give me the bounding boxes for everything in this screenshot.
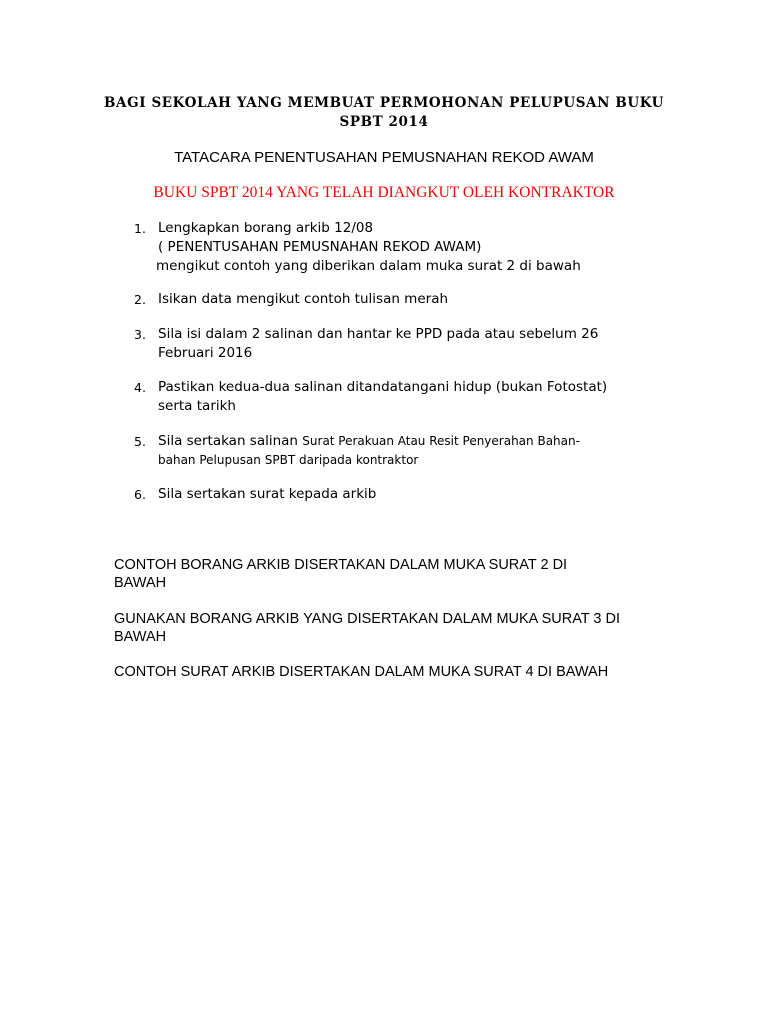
step-number: 1. <box>134 221 146 236</box>
step-number: 3. <box>134 327 146 342</box>
document-title-line-2: SPBT 2014 <box>339 114 429 130</box>
note-gunakan-borang <box>114 610 674 646</box>
note-line: CONTOH BORANG ARKIB DISERTAKAN DALAM MUKA SURAT 2 DI <box>114 557 568 573</box>
step-number: 5. <box>134 434 146 449</box>
step-text: ( PENENTUSAHAN PEMUSNAHAN REKOD AWAM) <box>158 239 482 255</box>
step-number: 6. <box>134 487 146 502</box>
step-1 <box>134 219 654 276</box>
step-6 <box>134 485 654 504</box>
document-title-line-1: BAGI SEKOLAH YANG MEMBUAT PERMOHONAN PELUPUSAN BUKU <box>104 95 664 111</box>
step-number: 4. <box>134 380 146 395</box>
step-2 <box>134 290 654 309</box>
note-line: CONTOH SURAT ARKIB DISERTAKAN DALAM MUKA SURAT 4 DI BAWAH <box>114 664 609 680</box>
red-heading: BUKU SPBT 2014 YANG TELAH DIANGKUT OLEH KONTRAKTOR <box>153 184 615 201</box>
step-3 <box>134 325 654 363</box>
step-text: Lengkapkan borang arkib 12/08 <box>158 220 374 236</box>
step-text: bahan Pelupusan SPBT daripada kontraktor <box>158 453 419 467</box>
step-4 <box>134 378 654 416</box>
note-line: GUNAKAN BORANG ARKIB YANG DISERTAKAN DALAM MUKA SURAT 3 DI <box>114 611 621 627</box>
step-5 <box>134 432 654 470</box>
note-line: BAWAH <box>114 629 167 645</box>
step-text: Sila isi dalam 2 salinan dan hantar ke PPD pada atau sebelum 26 <box>158 326 599 342</box>
step-text: Isikan data mengikut contoh tulisan merah <box>158 291 449 307</box>
note-line: BAWAH <box>114 575 167 591</box>
note-contoh-surat <box>114 663 674 681</box>
step-text: Februari 2016 <box>158 345 253 361</box>
document-subtitle: TATACARA PENENTUSAHAN PEMUSNAHAN REKOD AWAM <box>174 149 594 166</box>
note-contoh-borang <box>114 556 674 592</box>
step-number: 2. <box>134 292 146 307</box>
step-text: Pastikan kedua-dua salinan ditandatangani hidup (bukan Fotostat) <box>158 379 608 395</box>
step-text-part-small: Surat Perakuan Atau Resit Penyerahan Bahan- <box>302 434 580 448</box>
step-text: serta tarikh <box>158 398 236 414</box>
step-text <box>134 432 654 451</box>
step-text: mengikut contoh yang diberikan dalam muka surat 2 di bawah <box>156 258 581 274</box>
step-text-part: Sila sertakan salinan <box>158 433 303 449</box>
step-text: Sila sertakan surat kepada arkib <box>158 486 377 502</box>
